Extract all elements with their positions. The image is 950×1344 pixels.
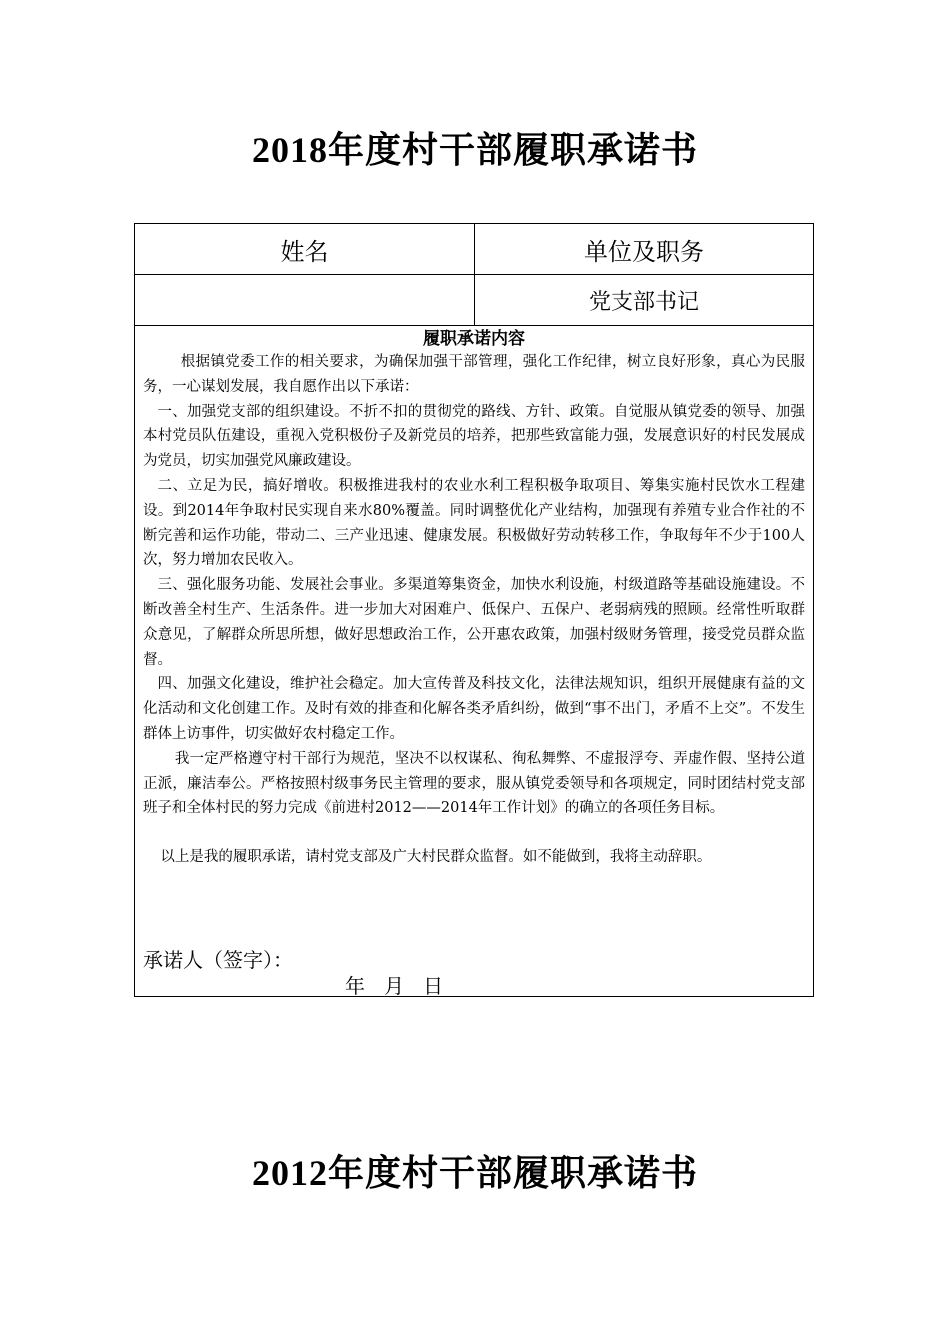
commitment-item-2: 二、立足为民，搞好增收。积极推进我村的农业水利工程积极争取项目、筹集实施村民饮水工程建设。到2014年争取村民实现自来水80%覆盖。同时调整优化产业结构，加强现有养殖专业合作社的不断完善和运作功能，带动二、三产业迅速、健康发展。积极做好劳动转移工作，争取每年不少于100人次，努力增加农民收入。 [143, 477, 805, 569]
table-header-row [135, 224, 813, 275]
spacer [143, 821, 805, 845]
date-label: 年 月 日 [345, 974, 444, 998]
closing-paragraph: 以上是我的履职承诺，请村党支部及广大村民群众监督。如不能做到，我将主动辞职。 [160, 849, 712, 866]
second-document-title: 2012年度村干部履职承诺书 [251, 1153, 698, 1193]
content-heading: 履职承诺内容 [423, 329, 525, 349]
commitment-content-cell [135, 326, 813, 996]
signature-label: 承诺人（签字）： [143, 948, 293, 972]
name-header-cell: 姓名 [135, 224, 475, 274]
document-title: 2018年度村干部履职承诺书 [251, 130, 698, 170]
name-value-cell [135, 275, 475, 325]
commitment-item-1: 一、加强党支部的组织建设。不折不扣的贯彻党的路线、方针、政策。自觉服从镇党委的领导、加强本村党员队伍建设，重视入党积极份子及新党员的培养，把那些致富能力强，发展意识好的村民发展成为党员，切实加强党风廉政建设。 [143, 403, 805, 470]
unit-position-value-cell: 党支部书记 [588, 289, 699, 315]
unit-position-header-cell: 单位及职务 [584, 237, 704, 266]
intro-paragraph: 根据镇党委工作的相关要求，为确保加强干部管理，强化工作纪律，树立良好形象，真心为民服务，一心谋划发展，我自愿作出以下承诺： [143, 354, 805, 395]
table-value-row [135, 275, 813, 326]
commitment-item-3: 三、强化服务功能、发展社会事业。多渠道筹集资金，加快水利设施，村级道路等基础设施建设。不断改善全村生产、生活条件。进一步加大对困难户、低保户、五保户、老弱病残的照顾。经常性听取群众意见，了解群众所思所想，做好思想政治工作，公开惠农政策，加强村级财务管理，接受党员群众监督。 [143, 577, 805, 668]
commitment-item-4: 四、加强文化建设，维护社会稳定。加大宣传普及科技文化，法律法规知识，组织开展健康有益的文化活动和文化创建工作。及时有效的排查和化解各类矛盾纠纷，做到“事不出门，矛盾不上交”。不发生群体上访事件，切实做好农村稳定工作。 [143, 676, 805, 742]
commitment-form-table [134, 223, 814, 997]
pledge-paragraph: 我一定严格遵守村干部行为规范，坚决不以权谋私、徇私舞弊、不虚报浮夸、弄虚作假、坚持公道正派，廉洁奉公。严格按照村级事务民主管理的要求，服从镇党委领导和各项规定，同时团结村党支部班子和全体村民的努力完成《前进村2012——2014年工作计划》的确立的各项任务目标。 [143, 750, 805, 817]
